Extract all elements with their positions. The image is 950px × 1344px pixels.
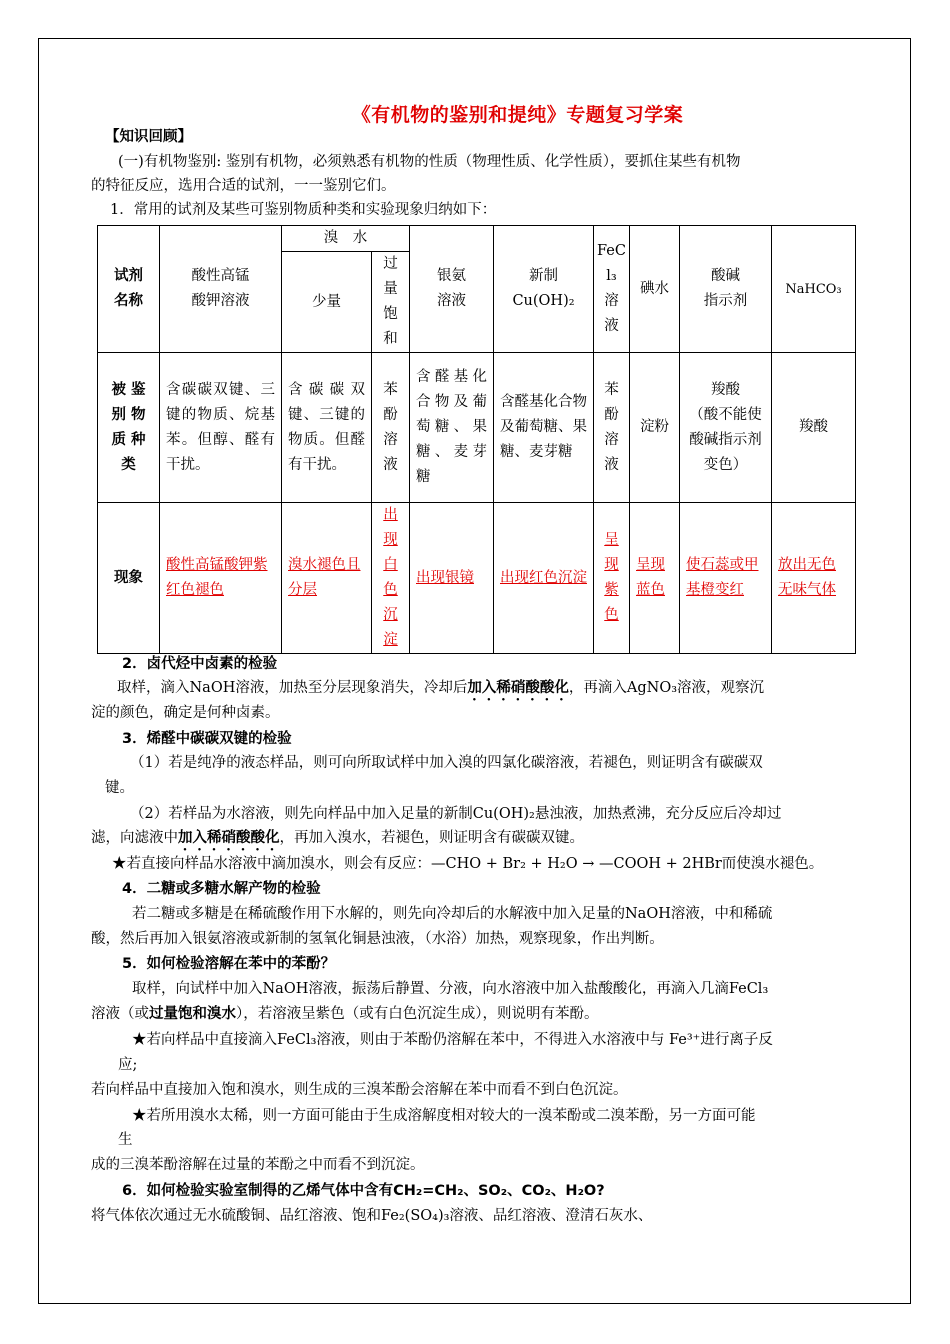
section-3-heading: 3．烯醛中碳碳双键的检验 [122, 731, 292, 747]
reagent-name: 酸性高锰 酸钾溶液 [160, 226, 282, 353]
section-4-text: 酸，然后再加入银氨溶液或新制的氢氧化铜悬浊液，（水浴）加热，观察现象，作出判断。 [91, 931, 664, 947]
item-1-heading: 1．常用的试剂及某些可鉴别物质种类和实验现象归纳如下： [110, 202, 497, 218]
section-2-text: 取样，滴入NaOH溶液，加热至分层现象消失，冷却后加入稀硝酸酸化，再滴入AgNO₃溶液，观察沉 [117, 680, 765, 696]
phenomenon-cell: 呈现蓝色 [636, 557, 665, 598]
intro-line: (一)有机物鉴别: 鉴别有机物，必须熟悉有机物的性质（物理性质、化学性质），要抓住某些有机物 [118, 154, 741, 170]
substance-cell: 含醛基化合物及葡萄糖、果糖、麦芽糖 [494, 353, 594, 503]
phenomenon-cell: 酸性高锰酸钾紫红色褪色 [166, 557, 268, 598]
section-5-text: 取样，向试样中加入NaOH溶液，振荡后静置、分液，向水溶液中加入盐酸酸化，再滴入几滴FeCl₃ [132, 981, 769, 997]
section-5-note: 生 [118, 1132, 133, 1148]
section-2-text: 淀的颜色，确定是何种卤素。 [91, 705, 280, 721]
section-3-note: ★若直接向样品水溶液中滴加溴水，则会有反应：—CHO + Br₂ + H₂O → —COOH + 2HBr而使溴水褪色。 [112, 856, 824, 872]
reagent-name: FeC l₃ 溶 液 [594, 226, 630, 353]
substance-cell: 含碳碳双键、三键的物质、烷基苯。但醇、醛有干扰。 [160, 353, 282, 503]
section-5-note: 成的三溴苯酚溶解在过量的苯酚之中而看不到沉淀。 [91, 1157, 425, 1173]
section-5-note: 若向样品中直接加入饱和溴水，则生成的三溴苯酚会溶解在苯中而看不到白色沉淀。 [91, 1082, 628, 1098]
row-label-phenomenon: 现象 [98, 503, 160, 654]
document-title: 《有机物的鉴别和提纯》专题复习学案 [351, 104, 684, 126]
section-5-note: 应; [118, 1057, 138, 1073]
section-2-heading: 2．卤代烃中卤素的检验 [122, 656, 278, 672]
reagent-name: 新制 Cu(OH)₂ [494, 226, 594, 353]
substance-cell: 苯 酚 溶 液 [594, 353, 630, 503]
phenomenon-cell: 溴水褪色且分层 [288, 557, 361, 598]
reagent-table [97, 225, 856, 654]
substance-cell: 含醛基化合物及葡萄糖、果糖、麦芽糖 [410, 353, 494, 503]
section-review-heading: 【知识回顾】 [105, 129, 192, 145]
reagent-name: 过 量 饱 和 [372, 252, 410, 353]
section-3-text: （1）若是纯净的液态样品，则可向所取试样中加入溴的四氯化碳溶液，若褪色，则证明含有碳碳双 [130, 755, 763, 771]
phenomenon-cell: 出现红色沉淀 [500, 569, 587, 586]
section-4-heading: 4．二糖或多糖水解产物的检验 [122, 881, 321, 897]
substance-cell: 含碳碳双键、三键的物质。但醛有干扰。 [282, 353, 372, 503]
intro-line: 的特征反应，选用合适的试剂，一一鉴别它们。 [91, 178, 396, 194]
section-5-heading: 5．如何检验溶解在苯中的苯酚？ [122, 956, 336, 972]
row-label-substance: 被 鉴 别 物 质 种 类 [98, 353, 160, 503]
emphasis-text: 加入稀硝酸酸化 [178, 830, 280, 846]
section-4-text: 若二糖或多糖是在稀硫酸作用下水解的，则先向冷却后的水解液中加入足量的NaOH溶液，中和稀硫 [132, 906, 773, 922]
section-5-text: 溶液（或过量饱和溴水），若溶液呈紫色（或有白色沉淀生成），则说明有苯酚。 [91, 1006, 599, 1022]
section-5-note: ★若所用溴水太稀，则一方面可能由于生成溶解度相对较大的一溴苯酚或二溴苯酚，另一方面可能 [132, 1108, 756, 1124]
emphasis-text: 过量饱和溴水 [149, 1006, 236, 1022]
reagent-name: 碘水 [630, 226, 680, 353]
reagent-name: 少量 [282, 252, 372, 353]
reagent-name: 酸碱 指示剂 [680, 226, 772, 353]
section-3-text: （2）若样品为水溶液，则先向样品中加入足量的新制Cu(OH)₂悬浊液，加热煮沸，充分反应后冷却过 [130, 806, 782, 822]
section-3-text: 键。 [105, 780, 134, 796]
reagent-name: NaHCO₃ [772, 226, 856, 353]
section-5-note: ★若向样品中直接滴入FeCl₃溶液，则由于苯酚仍溶解在苯中，不得进入水溶液中与 Fe³⁺进行离子反 [132, 1032, 773, 1048]
section-3-text: 滤，向滤液中加入稀硝酸酸化，再加入溴水，若褪色，则证明含有碳碳双键。 [91, 830, 584, 846]
substance-cell: 羧酸 （酸不能使酸碱指示剂变色） [680, 353, 772, 503]
substance-cell: 羧酸 [772, 353, 856, 503]
bromine-water-header: 溴 水 [282, 226, 410, 252]
section-6-heading: 6．如何检验实验室制得的乙烯气体中含有CH₂=CH₂、SO₂、CO₂、H₂O? [122, 1183, 605, 1199]
section-6-text: 将气体依次通过无水硫酸铜、品红溶液、饱和Fe₂(SO₄)₃溶液、品红溶液、澄清石灰水、 [91, 1208, 653, 1224]
emphasis-text: 加入稀硝酸酸化 [467, 680, 569, 696]
phenomenon-cell: 使石蕊或甲基橙变红 [686, 557, 759, 598]
substance-cell: 苯 酚 溶 液 [372, 353, 410, 503]
phenomenon-cell: 出 现 白 色 沉 淀 [383, 507, 398, 648]
reagent-name: 银氨 溶液 [410, 226, 494, 353]
row-label-reagent: 试剂 名称 [98, 226, 160, 353]
phenomenon-cell: 呈 现 紫 色 [604, 532, 619, 623]
phenomenon-cell: 出现银镜 [416, 569, 474, 586]
phenomenon-cell: 放出无色无味气体 [778, 557, 836, 598]
substance-cell: 淀粉 [630, 353, 680, 503]
